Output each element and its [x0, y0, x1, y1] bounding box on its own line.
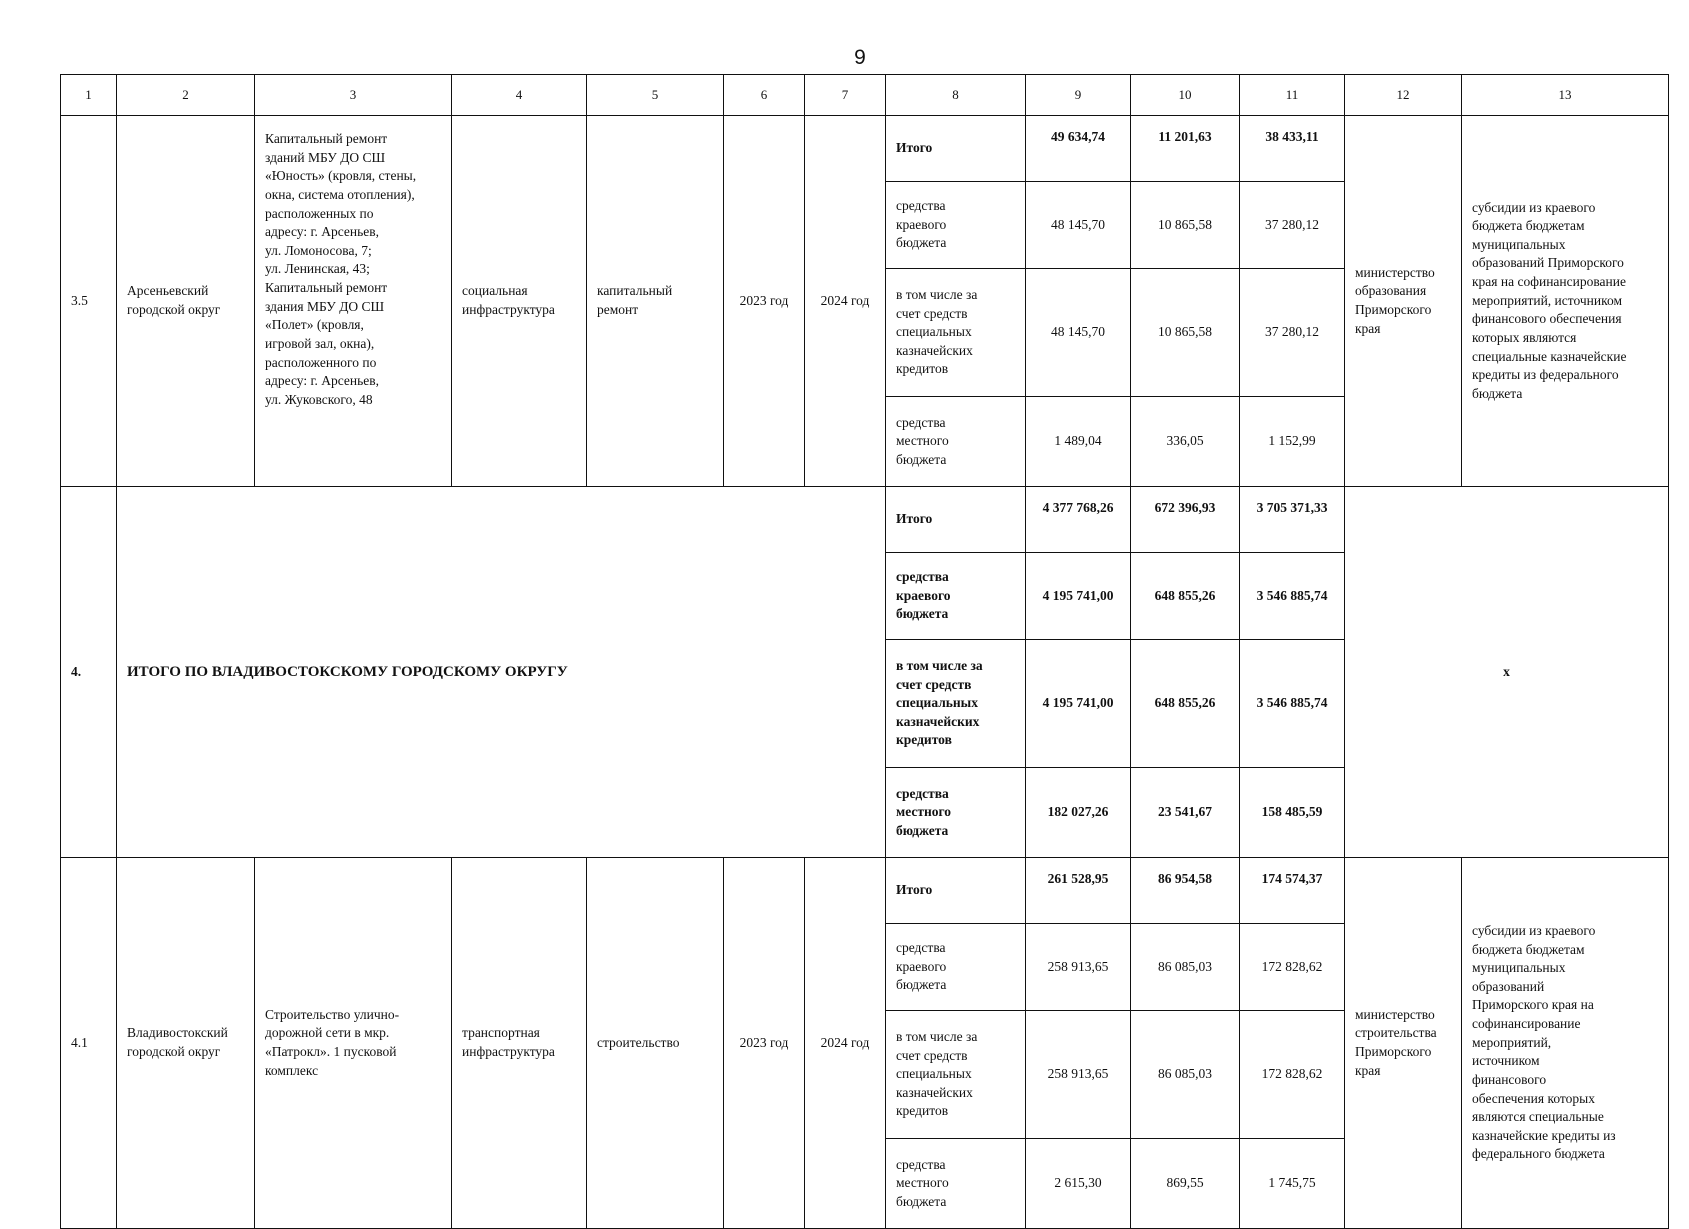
funding-label-cell [886, 768, 1026, 858]
amount-v11 [1240, 553, 1345, 640]
row-number [61, 487, 117, 858]
municipality-text: Арсеньевский городской округ [127, 283, 221, 317]
start-year-text: 2023 год [739, 1034, 789, 1050]
section-title [117, 487, 886, 858]
column-number-label: 12 [1396, 87, 1410, 103]
column-number-11 [1240, 75, 1345, 116]
amount-value: 182 027,26 [1047, 804, 1109, 820]
object-line: окна, система отопления), [265, 186, 415, 202]
amount-v11 [1240, 768, 1345, 858]
funding-source-line: муниципальных [1472, 236, 1566, 252]
work-type-line: строительство [597, 1034, 680, 1050]
funding-source-line: края на софинансирование [1472, 274, 1626, 290]
funding-source-line: софинансирование [1472, 1016, 1581, 1032]
amount-value: 86 085,03 [1158, 1066, 1212, 1082]
amount-value: 1 152,99 [1268, 433, 1316, 449]
funding-source-line: финансового [1472, 1071, 1547, 1087]
amount-v11 [1240, 1011, 1345, 1139]
responsible-cell [1345, 858, 1462, 1229]
amount-value: 11 201,63 [1158, 129, 1212, 144]
column-number-label: 9 [1074, 87, 1082, 103]
amount-v11 [1240, 116, 1345, 182]
amount-value: 86 954,58 [1158, 871, 1212, 886]
amount-v11 [1240, 924, 1345, 1011]
table-row [61, 487, 1669, 553]
column-number-label: 7 [841, 87, 849, 103]
start-year-text: 2023 год [739, 292, 789, 308]
column-number-label: 8 [952, 87, 959, 103]
funding-label-line: средства [896, 940, 946, 956]
responsible-line: министерство [1355, 264, 1435, 280]
start-year-cell [724, 858, 805, 1229]
funding-label-line: местного [896, 433, 949, 449]
sphere-line: инфраструктура [462, 1044, 555, 1059]
funding-label-line: бюджета [896, 822, 949, 838]
object-line: Строительство улично- [265, 1006, 400, 1022]
column-number-3 [255, 75, 452, 116]
amount-v11 [1240, 640, 1345, 768]
amount-v11 [1240, 182, 1345, 269]
object-line: ул. Ленинская, 43; [265, 261, 370, 277]
amount-value: 258 913,65 [1047, 958, 1109, 974]
start-year-cell [724, 116, 805, 487]
amount-v10 [1131, 487, 1240, 553]
funding-source-cell [1462, 858, 1669, 1229]
funding-label-line: краевого [896, 216, 947, 232]
header-row [61, 75, 1669, 116]
amount-v11 [1240, 397, 1345, 487]
amount-value: 3 546 885,74 [1256, 587, 1328, 603]
amount-v9 [1026, 182, 1131, 269]
amount-v10 [1131, 553, 1240, 640]
column-number-1 [61, 75, 117, 116]
funding-label-line: казначейских [896, 713, 980, 729]
funding-label-line: кредитов [896, 732, 952, 748]
funding-label-line: Итого [896, 140, 933, 156]
amount-v11 [1240, 269, 1345, 397]
municipality-cell [117, 858, 255, 1229]
table-row [61, 858, 1669, 924]
funding-source-line: которых являются [1472, 329, 1577, 345]
object-line: расположенных по [265, 205, 374, 221]
municipality-text: Владивостокский городской округ [127, 1025, 228, 1059]
amount-value: 48 145,70 [1051, 216, 1105, 232]
column-number-label: 10 [1178, 87, 1192, 103]
column-number-label: 6 [760, 87, 768, 103]
object-line: Капитальный ремонт [265, 280, 388, 295]
funding-label-line: в том числе за [896, 657, 983, 673]
funding-source-line: мероприятий, [1472, 1034, 1552, 1050]
amount-v9 [1026, 924, 1131, 1011]
end-year-cell [805, 116, 886, 487]
funding-label-line: казначейских [896, 342, 973, 358]
funding-label-cell [886, 487, 1026, 553]
amount-v10 [1131, 858, 1240, 924]
funding-label-cell [886, 858, 1026, 924]
column-number-2 [117, 75, 255, 116]
row-number-text: 4. [71, 663, 82, 679]
amount-v10 [1131, 768, 1240, 858]
funding-source-line: федерального бюджета [1472, 1146, 1605, 1162]
funding-source-line: источником [1472, 1053, 1540, 1069]
column-number-12 [1345, 75, 1462, 116]
funding-label-line: краевого [896, 587, 951, 603]
sphere-cell [452, 858, 587, 1229]
municipality-cell [117, 116, 255, 487]
table-row [61, 116, 1669, 182]
object-line: адресу: г. Арсеньев, [265, 224, 379, 240]
amount-value: 3 546 885,74 [1256, 695, 1328, 711]
amount-value: 648 855,26 [1154, 695, 1216, 711]
column-number-label: 5 [651, 87, 659, 103]
object-line: «Патрокл». 1 пусковой [265, 1044, 397, 1059]
funding-label-line: специальных [896, 695, 978, 711]
amount-v11 [1240, 858, 1345, 924]
funding-label-line: казначейских [896, 1084, 973, 1100]
section-title-text: ИТОГО ПО ВЛАДИВОСТОКСКОМУ ГОРОДСКОМУ ОКРУГУ [127, 663, 568, 680]
amount-v10 [1131, 397, 1240, 487]
amount-value: 48 145,70 [1051, 324, 1105, 340]
responsible-line: края [1355, 320, 1381, 336]
amount-v10 [1131, 269, 1240, 397]
amount-value: 258 913,65 [1047, 1066, 1109, 1082]
column-number-label: 3 [349, 87, 357, 103]
column-number-13 [1462, 75, 1669, 116]
amount-value: 49 634,74 [1051, 129, 1105, 144]
funding-label-line: счет средств [896, 1047, 968, 1063]
object-line: ул. Жуковского, 48 [265, 391, 373, 407]
sphere-line: транспортная [462, 1025, 540, 1041]
column-number-label: 13 [1558, 87, 1572, 103]
amount-v10 [1131, 1139, 1240, 1229]
amount-v9 [1026, 640, 1131, 768]
amount-value: 174 574,37 [1261, 871, 1323, 886]
column-number-9 [1026, 75, 1131, 116]
not-applicable-cell [1345, 487, 1669, 858]
funding-label-line: местного [896, 804, 952, 820]
column-number-10 [1131, 75, 1240, 116]
amount-v10 [1131, 116, 1240, 182]
amount-v9 [1026, 1139, 1131, 1229]
funding-label-line: Итого [896, 511, 933, 527]
funding-label-line: Итого [896, 882, 933, 898]
amount-v9 [1026, 553, 1131, 640]
amount-value: 172 828,62 [1261, 1066, 1323, 1082]
funding-source-line: Приморского края на [1472, 997, 1594, 1013]
funding-label-cell [886, 397, 1026, 487]
object-line: расположенного по [265, 354, 377, 370]
responsible-line: министерство [1355, 1006, 1435, 1022]
funding-label-line: бюджета [896, 235, 947, 251]
amount-value: 869,55 [1166, 1175, 1204, 1191]
object-line: ул. Ломоносова, 7; [265, 242, 372, 258]
object-line: комплекс [265, 1062, 319, 1078]
funding-source-line: бюджета бюджетам [1472, 941, 1585, 957]
object-line: «Юность» (кровля, стены, [265, 168, 417, 184]
funding-label-cell [886, 269, 1026, 397]
end-year-text: 2024 год [820, 1034, 870, 1050]
funding-source-line: бюджета бюджетам [1472, 218, 1585, 234]
program-table [60, 74, 1669, 1229]
funding-label-line: специальных [896, 1066, 972, 1082]
end-year-text: 2024 год [820, 292, 870, 308]
funding-label-line: средства [896, 1156, 946, 1172]
funding-label-line: специальных [896, 324, 972, 340]
funding-label-cell [886, 182, 1026, 269]
funding-label-line: бюджета [896, 977, 947, 993]
amount-value: 4 195 741,00 [1042, 587, 1114, 603]
amount-value: 38 433,11 [1265, 129, 1319, 144]
responsible-line: Приморского [1355, 1044, 1432, 1059]
column-number-label: 1 [85, 87, 92, 103]
funding-label-cell [886, 553, 1026, 640]
amount-value: 86 085,03 [1158, 958, 1212, 974]
funding-label-line: краевого [896, 958, 947, 974]
amount-value: 4 195 741,00 [1042, 695, 1114, 711]
amount-value: 3 705 371,33 [1256, 500, 1328, 515]
column-number-label: 2 [182, 87, 189, 103]
funding-label-line: счет средств [896, 676, 972, 692]
funding-label-line: средства [896, 569, 949, 585]
amount-value: 261 528,95 [1047, 871, 1109, 886]
amount-value: 336,05 [1166, 433, 1204, 449]
funding-label-line: местного [896, 1175, 949, 1191]
funding-source-cell [1462, 116, 1669, 487]
amount-value: 672 396,93 [1154, 500, 1216, 515]
work-type-cell [587, 858, 724, 1229]
funding-source-line: муниципальных [1472, 960, 1566, 976]
funding-label-line: бюджета [896, 606, 949, 622]
responsible-line: образования [1355, 283, 1427, 299]
funding-label-line: счет средств [896, 305, 968, 321]
row-number [61, 858, 117, 1229]
column-number-label: 11 [1285, 87, 1299, 103]
funding-source-line: субсидии из краевого [1472, 922, 1596, 938]
object-line: зданий МБУ ДО СШ [265, 149, 386, 165]
sphere-line: социальная [462, 283, 528, 299]
amount-v9 [1026, 1011, 1131, 1139]
sphere-cell [452, 116, 587, 487]
amount-value: 37 280,12 [1265, 324, 1319, 340]
funding-source-line: кредиты из федерального [1472, 367, 1619, 383]
row-number [61, 116, 117, 487]
funding-source-line: мероприятий, источником [1472, 292, 1623, 308]
column-number-5 [587, 75, 724, 116]
funding-label-line: в том числе за [896, 1028, 978, 1044]
funding-source-line: являются специальные [1472, 1109, 1604, 1125]
funding-source-line: казначейские кредиты из [1472, 1127, 1616, 1143]
funding-label-cell [886, 116, 1026, 182]
amount-v11 [1240, 1139, 1345, 1229]
row-number-text: 3.5 [71, 292, 88, 308]
funding-label-cell [886, 924, 1026, 1011]
funding-label-line: бюджета [896, 451, 947, 467]
work-type-line: капитальный [597, 283, 673, 299]
amount-value: 10 865,58 [1158, 216, 1212, 232]
object-line: дорожной сети в мкр. [265, 1025, 390, 1041]
column-number-7 [805, 75, 886, 116]
funding-source-line: бюджета [1472, 385, 1523, 401]
page-number: 9 [854, 46, 866, 69]
amount-v10 [1131, 924, 1240, 1011]
amount-value: 23 541,67 [1158, 804, 1212, 820]
funding-source-line: образований [1472, 978, 1545, 994]
amount-value: 1 489,04 [1054, 433, 1102, 449]
x-mark: x [1503, 663, 1510, 679]
amount-v10 [1131, 182, 1240, 269]
responsible-line: края [1355, 1062, 1381, 1078]
column-number-6 [724, 75, 805, 116]
amount-value: 158 485,59 [1261, 804, 1323, 820]
object-line: адресу: г. Арсеньев, [265, 373, 379, 389]
amount-v9 [1026, 768, 1131, 858]
funding-label-line: средства [896, 785, 949, 801]
funding-label-cell [886, 1011, 1026, 1139]
responsible-cell [1345, 116, 1462, 487]
object-line: игровой зал, окна), [265, 335, 375, 351]
amount-v11 [1240, 487, 1345, 553]
amount-v10 [1131, 1011, 1240, 1139]
funding-label-line: в том числе за [896, 286, 978, 302]
funding-label-line: бюджета [896, 1193, 947, 1209]
funding-label-line: кредитов [896, 361, 949, 377]
funding-source-line: обеспечения которых [1472, 1090, 1595, 1106]
object-line: здания МБУ ДО СШ [265, 298, 385, 314]
amount-v9 [1026, 858, 1131, 924]
work-type-line: ремонт [597, 302, 639, 317]
row-number-text: 4.1 [71, 1034, 88, 1050]
funding-label-cell [886, 1139, 1026, 1229]
funding-source-line: образований Приморского [1472, 255, 1624, 271]
funding-label-cell [886, 640, 1026, 768]
object-line: «Полет» (кровля, [265, 317, 364, 333]
object-cell [255, 116, 452, 487]
amount-v9 [1026, 116, 1131, 182]
column-number-4 [452, 75, 587, 116]
end-year-cell [805, 858, 886, 1229]
amount-value: 2 615,30 [1054, 1175, 1102, 1191]
amount-value: 648 855,26 [1154, 587, 1216, 603]
object-cell [255, 858, 452, 1229]
amount-value: 37 280,12 [1265, 216, 1319, 232]
amount-value: 1 745,75 [1268, 1175, 1316, 1191]
amount-value: 10 865,58 [1158, 324, 1212, 340]
sphere-line: инфраструктура [462, 302, 555, 317]
funding-source-line: субсидии из краевого [1472, 199, 1596, 215]
object-line: Капитальный ремонт [265, 131, 388, 146]
amount-v10 [1131, 640, 1240, 768]
column-number-label: 4 [515, 87, 523, 103]
work-type-cell [587, 116, 724, 487]
amount-value: 4 377 768,26 [1042, 500, 1114, 515]
funding-label-line: средства [896, 198, 946, 214]
funding-source-line: специальные казначейские [1472, 348, 1627, 364]
amount-v9 [1026, 487, 1131, 553]
amount-v9 [1026, 397, 1131, 487]
column-number-8 [886, 75, 1026, 116]
funding-source-line: финансового обеспечения [1472, 311, 1622, 327]
responsible-line: строительства [1355, 1025, 1437, 1041]
amount-value: 172 828,62 [1261, 958, 1323, 974]
amount-v9 [1026, 269, 1131, 397]
funding-label-line: средства [896, 414, 946, 430]
responsible-line: Приморского [1355, 302, 1432, 317]
funding-label-line: кредитов [896, 1103, 949, 1119]
